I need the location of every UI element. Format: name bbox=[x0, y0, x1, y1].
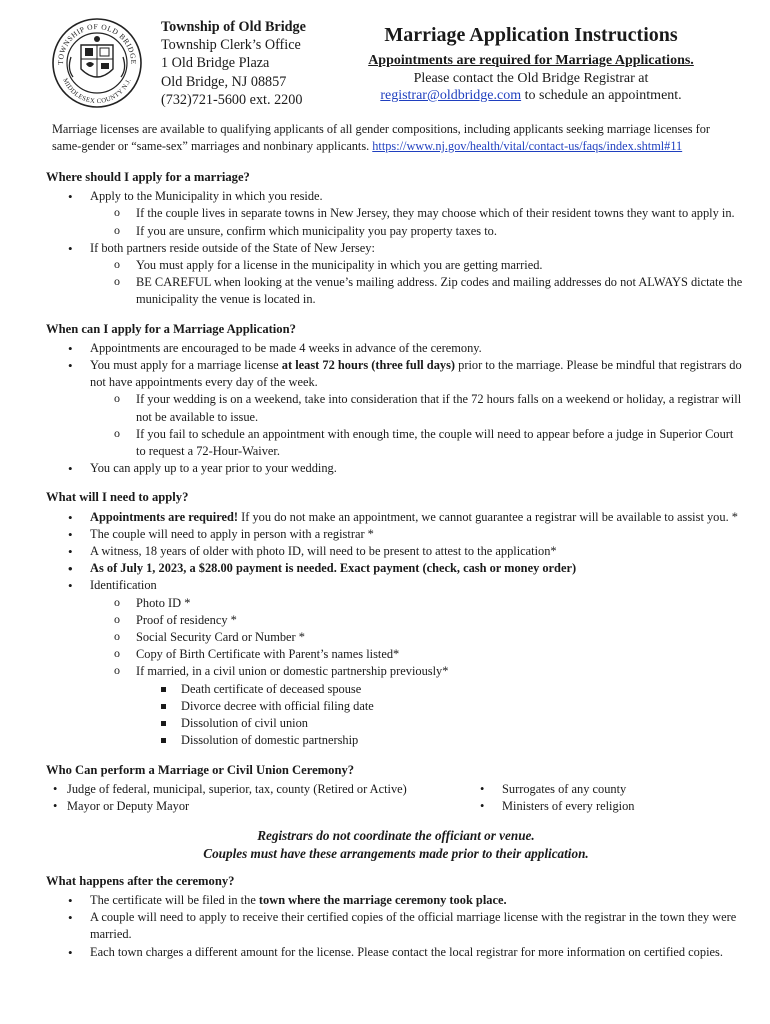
when-72-hours: at least 72 hours (three full days) bbox=[281, 358, 456, 373]
list-item: • Ministers of every religion bbox=[480, 798, 634, 815]
list-item: • A couple will need to apply to receive their certified copies of the official marriage license with the registrar in the town they were married. bbox=[90, 909, 746, 943]
clerk-office: Township Clerk’s Office bbox=[161, 37, 301, 54]
list-item: o BE CAREFUL when looking at the venue’s mailing address. Zip codes and mailing addresses do not ALWAYS dictate the municipality the venue is located in. bbox=[136, 274, 746, 308]
list-item: Dissolution of domestic partnership bbox=[181, 732, 746, 749]
page-title: Marriage Application Instructions bbox=[384, 24, 678, 46]
intro-paragraph bbox=[52, 121, 742, 155]
list-item: Death certificate of deceased spouse bbox=[181, 681, 746, 698]
list-item: Dissolution of civil union bbox=[181, 715, 746, 732]
list-item bbox=[136, 663, 746, 749]
street-address: 1 Old Bridge Plaza bbox=[161, 55, 270, 72]
note-line-1: Registrars do not coordinate the officiant or venue. bbox=[257, 827, 535, 843]
title-block bbox=[356, 22, 706, 105]
list-item: • Judge of federal, municipal, superior, tax, county (Retired or Active) bbox=[53, 781, 407, 798]
when-bullet-2-post: prior to the marriage. Please be mindful that registrars do not have appointments every day of the week. bbox=[90, 358, 742, 390]
list-item: • Each town charges a different amount for the license. Please contact the local registrar for more information on certified copies. bbox=[90, 944, 746, 961]
where-bullet-2: If both partners reside outside of the State of New Jersey: bbox=[90, 240, 375, 255]
officiant-columns bbox=[46, 781, 746, 821]
contact-registrar-line: Please contact the Old Bridge Registrar at bbox=[413, 70, 649, 86]
list-item bbox=[90, 892, 746, 909]
payment-item: • As of July 1, 2023, a $28.00 payment is needed. Exact payment (check, cash or money order) bbox=[90, 560, 746, 577]
email-line bbox=[356, 87, 706, 105]
list-item: Divorce decree with official filing date bbox=[181, 698, 746, 715]
list-item: • A witness, 18 years of older with photo ID, will need to be present to attest to the application* bbox=[90, 543, 746, 560]
where-sublist-2 bbox=[90, 257, 746, 309]
identification-label: Identification bbox=[90, 578, 157, 593]
appointments-required-notice: Appointments are required for Marriage Applications. bbox=[368, 53, 694, 68]
where-bullet-1: Apply to the Municipality in which you reside. bbox=[90, 189, 323, 204]
what-list bbox=[46, 509, 746, 750]
note-line-2: Couples must have these arrangements made prior to their application. bbox=[203, 845, 589, 861]
after-heading: What happens after the ceremony? bbox=[46, 873, 235, 888]
arrangements-note bbox=[46, 827, 746, 863]
when-heading: When can I apply for a Marriage Application? bbox=[46, 321, 296, 336]
township-name: Township of Old Bridge bbox=[161, 19, 306, 35]
list-item: o You must apply for a license in the municipality in which you are getting married. bbox=[136, 257, 746, 274]
clerk-address-block bbox=[161, 18, 306, 109]
what-bullet-1-post: If you do not make an appointment, we cannot guarantee a registrar will be available to assist you. * bbox=[238, 509, 738, 524]
when-sublist bbox=[90, 391, 746, 460]
list-item: o If you fail to schedule an appointment with enough time, the couple will need to appear before a judge in Superior Court to request a 72-Hour-Waiver. bbox=[136, 426, 746, 460]
list-item: • Surrogates of any county bbox=[480, 781, 634, 798]
prior-union-sublist bbox=[136, 681, 746, 750]
list-item: o Photo ID * bbox=[136, 595, 746, 612]
what-heading: What will I need to apply? bbox=[46, 490, 189, 505]
list-item: o Copy of Birth Certificate with Parent’s names listed* bbox=[136, 646, 746, 663]
list-item bbox=[90, 357, 746, 460]
list-item bbox=[90, 188, 746, 240]
appointments-required-bold: Appointments are required! bbox=[90, 509, 239, 524]
prior-union-label: If married, in a civil union or domestic partnership previously* bbox=[136, 664, 449, 679]
filing-town-bold: town where the marriage ceremony took place. bbox=[258, 892, 507, 907]
when-list bbox=[46, 340, 746, 478]
list-item bbox=[90, 240, 746, 309]
township-seal bbox=[51, 17, 143, 109]
after-list bbox=[46, 892, 746, 961]
list-item: o If the couple lives in separate towns in New Jersey, they may choose which of their resident towns they want to apply in. bbox=[136, 205, 746, 222]
svg-text:MIDDLESEX COUNTY N.J. bbox=[61, 77, 132, 105]
list-item: • Appointments are encouraged to be made 4 weeks in advance of the ceremony. bbox=[90, 340, 746, 357]
list-item bbox=[90, 577, 746, 749]
where-list bbox=[46, 188, 746, 308]
who-heading: Who Can perform a Marriage or Civil Union Ceremony? bbox=[46, 762, 355, 777]
list-item: o Social Security Card or Number * bbox=[136, 629, 746, 646]
officiant-left-column bbox=[53, 781, 407, 815]
email-line-suffix: to schedule an appointment. bbox=[521, 88, 682, 103]
where-heading: Where should I apply for a marriage? bbox=[46, 170, 250, 184]
city-state-zip: Old Bridge, NJ 08857 bbox=[161, 73, 287, 90]
registrar-email-link[interactable]: registrar@oldbridge.com bbox=[380, 88, 522, 103]
officiant-right-column bbox=[480, 781, 634, 815]
when-bullet-2-pre: You must apply for a marriage license bbox=[90, 358, 282, 373]
after-bullet-1-pre: The certificate will be filed in the bbox=[90, 892, 259, 907]
identification-sublist bbox=[90, 595, 746, 750]
where-sublist-1 bbox=[90, 205, 746, 239]
list-item: o Proof of residency * bbox=[136, 612, 746, 629]
list-item: • You can apply up to a year prior to your wedding. bbox=[90, 460, 746, 477]
list-item: o If you are unsure, confirm which municipality you pay property taxes to. bbox=[136, 223, 746, 240]
nj-faq-link[interactable]: https://www.nj.gov/health/vital/contact-us/faqs/index.shtml#11 bbox=[372, 139, 683, 153]
list-item: o If your wedding is on a weekend, take into consideration that if the 72 hours falls on a weekend or holiday, a registrar will not be available to issue. bbox=[136, 391, 746, 425]
instructions-body bbox=[46, 169, 746, 973]
list-item: • Mayor or Deputy Mayor bbox=[53, 798, 407, 815]
list-item: • The couple will need to apply in person with a registrar * bbox=[90, 526, 746, 543]
seal-top-text: TOWNSHIP OF OLD BRIDGE bbox=[55, 21, 139, 65]
intro-text: Marriage licenses are available to qualifying applicants of all gender compositions, including applicants seeking marriage licenses for same-gender or “same-sex” marriages and nonbinary applicants. bbox=[52, 122, 711, 153]
phone-number: (732)721-5600 ext. 2200 bbox=[161, 91, 303, 108]
seal-bottom-text: MIDDLESEX COUNTY N.J. bbox=[61, 77, 133, 106]
list-item bbox=[90, 509, 746, 526]
